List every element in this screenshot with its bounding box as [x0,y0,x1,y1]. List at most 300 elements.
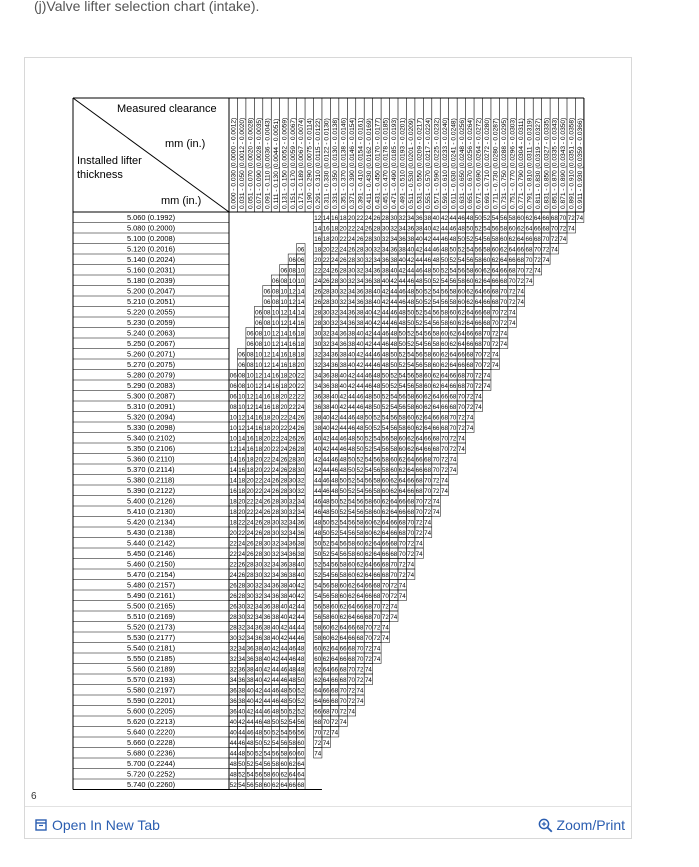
replacement-lifter-number: 74 [381,634,389,642]
replacement-lifter-number: 70 [449,414,457,422]
replacement-lifter-number: 46 [432,246,440,254]
replacement-lifter-number: 10 [238,393,246,401]
replacement-lifter-number: 38 [246,676,254,684]
replacement-lifter-number: 48 [339,456,347,464]
replacement-lifter-number: 66 [390,519,398,527]
replacement-lifter-number: 52 [280,718,288,726]
replacement-lifter-number: 06 [255,309,263,317]
replacement-lifter-number: 44 [297,624,305,632]
replacement-lifter-number: 32 [390,225,398,233]
clearance-column-header: 0.451 - 0.470 (0.0178 - 0.0185) [382,117,390,209]
replacement-lifter-number: 54 [348,498,355,506]
thickness-row-label: 5.430 (0.2138) [127,528,176,538]
replacement-lifter-number: 36 [272,582,279,590]
replacement-lifter-number: 66 [517,246,524,254]
replacement-lifter-number: 60 [474,267,482,275]
clearance-column-header: 0.391 - 0.410 (0.0154 - 0.0161) [357,117,365,209]
replacement-lifter-number: 48 [322,498,330,506]
replacement-lifter-number: 06 [297,246,305,254]
replacement-lifter-number: 64 [314,697,322,705]
replacement-lifter-number: 74 [339,718,347,726]
replacement-lifter-number: 44 [449,214,457,222]
replacement-lifter-number: 48 [398,309,406,317]
replacement-lifter-number: 20 [280,403,288,411]
replacement-lifter-number: 48 [381,361,389,369]
replacement-lifter-number: 36 [339,330,347,338]
replacement-lifter-number: 66 [508,256,516,264]
thickness-row-labels [127,213,175,789]
replacement-lifter-number: 40 [314,445,322,453]
replacement-lifter-number: 50 [314,540,322,548]
replacement-lifter-number: 26 [297,414,305,422]
replacement-lifter-number: 34 [348,298,355,306]
replacement-lifter-number: 74 [559,235,567,243]
replacement-lifter-number: 32 [238,634,246,642]
replacement-lifter-number: 74 [542,256,550,264]
replacement-lifter-number: 66 [491,277,499,285]
replacement-lifter-number: 34 [364,267,372,275]
pdf-viewer[interactable] [24,57,632,839]
replacement-lifter-number: 68 [407,508,415,516]
replacement-lifter-number: 38 [255,655,263,663]
replacement-lifter-number: 62 [407,435,415,443]
replacement-lifter-number: 48 [415,277,423,285]
replacement-lifter-number: 42 [364,340,372,348]
replacement-lifter-number: 70 [322,718,330,726]
replacement-lifter-number: 62 [432,372,440,380]
replacement-lifter-number: 34 [297,508,305,516]
clearance-column-header: 0.371 - 0.390 (0.0146 - 0.0154) [348,117,356,209]
replacement-lifter-number: 72 [424,498,432,506]
replacement-lifter-number: 70 [441,445,448,453]
replacement-lifter-number: 34 [288,519,296,527]
replacement-lifter-number: 38 [272,613,279,621]
replacement-lifter-number: 68 [474,330,482,338]
replacement-lifter-number: 70 [466,382,474,390]
replacement-lifter-number: 40 [331,393,339,401]
replacement-lifter-number: 72 [415,529,423,537]
replacement-lifter-number: 46 [348,414,355,422]
replacement-lifter-number: 22 [348,225,355,233]
thickness-row-label: 5.740 (0.2260) [127,780,176,790]
replacement-lifter-number: 64 [533,214,541,222]
replacement-lifter-number: 24 [322,267,330,275]
replacement-lifter-number: 68 [348,645,355,653]
replacement-lifter-number: 46 [297,634,305,642]
replacement-lifter-number: 74 [432,498,440,506]
replacement-lifter-number: 64 [449,361,457,369]
replacement-lifter-number: 56 [483,235,491,243]
replacement-lifter-number: 28 [263,519,271,527]
replacement-lifter-number: 62 [364,550,372,558]
replacement-lifter-number: 34 [322,361,330,369]
replacement-lifter-number: 68 [415,477,423,485]
replacement-lifter-number: 22 [322,256,330,264]
page-number: 6 [31,791,37,802]
replacement-lifter-number: 60 [339,582,347,590]
replacement-lifter-number: 64 [415,435,423,443]
replacement-lifter-number: 72 [381,613,389,621]
replacement-lifter-number: 74 [390,603,398,611]
replacement-lifter-number: 58 [407,403,415,411]
replacement-lifter-number: 48 [398,319,406,327]
replacement-lifter-number: 60 [322,624,330,632]
replacement-lifter-number: 22 [280,424,288,432]
zoom-print-button[interactable] [538,817,625,833]
clearance-column-header: 0.651 - 0.670 (0.0256 - 0.0264) [467,117,475,209]
replacement-lifter-number: 62 [373,529,381,537]
zoom-print-label: Zoom/Print [556,817,625,833]
replacement-lifter-number: 48 [297,645,305,653]
replacement-lifter-number: 62 [348,592,355,600]
replacement-lifter-number: 34 [314,372,322,380]
replacement-lifter-number: 58 [449,298,457,306]
replacement-lifter-number: 42 [407,256,415,264]
replacement-lifter-number: 44 [381,319,389,327]
replacement-lifter-number: 70 [491,319,499,327]
replacement-lifter-number: 32 [229,645,237,653]
replacement-lifter-number: 18 [229,508,237,516]
replacement-lifter-number: 26 [364,225,372,233]
replacement-lifter-number: 44 [288,634,296,642]
replacement-lifter-number: 40 [322,414,330,422]
replacement-lifter-number: 18 [246,466,254,474]
replacement-lifter-number: 44 [297,613,305,621]
thickness-row-label: 5.250 (0.2067) [127,339,176,349]
replacement-lifter-number: 62 [381,498,389,506]
replacement-lifter-number: 62 [331,624,339,632]
replacement-lifter-number: 30 [314,330,322,338]
replacement-lifter-number: 28 [255,550,263,558]
replacement-lifter-number: 42 [272,645,279,653]
replacement-lifter-number: 66 [390,529,398,537]
replacement-lifter-number: 42 [238,718,246,726]
replacement-lifter-number: 14 [255,403,263,411]
replacement-lifter-number: 40 [246,697,254,705]
replacement-lifter-number: 22 [297,382,305,390]
replacement-lifter-number: 54 [424,309,432,317]
replacement-lifter-number: 30 [322,309,330,317]
replacement-lifter-number: 56 [449,277,457,285]
replacement-lifter-number: 70 [356,655,364,663]
replacement-lifter-number: 72 [381,603,389,611]
replacement-lifter-number: 12 [246,403,254,411]
replacement-lifter-number: 14 [229,477,237,485]
replacement-lifter-number: 54 [474,235,482,243]
replacement-lifter-number: 24 [339,246,347,254]
replacement-lifter-number: 48 [288,666,296,674]
replacement-lifter-number: 68 [390,550,398,558]
clearance-column-header: 0.671 - 0.690 (0.0264 - 0.0272) [475,117,483,209]
replacement-lifter-number: 56 [398,403,406,411]
replacement-lifter-number: 08 [238,372,246,380]
clearance-column-header: 0.190 - 0.290 (0.0075 - 0.0114) [306,118,314,209]
replacement-lifter-number: 60 [457,288,465,296]
replacement-lifter-number: 64 [483,277,491,285]
replacement-lifter-number: 18 [297,340,305,348]
replacement-lifter-number: 30 [331,298,339,306]
replacement-lifter-number: 32 [381,235,389,243]
replacement-lifter-number: 56 [432,309,440,317]
replacement-lifter-number: 28 [364,235,372,243]
replacement-lifter-number: 54 [424,319,432,327]
replacement-lifter-number: 74 [474,393,482,401]
replacement-lifter-number: 72 [424,508,432,516]
replacement-lifter-number: 38 [339,351,347,359]
replacement-lifter-number: 18 [238,487,246,495]
replacement-lifter-number: 58 [491,235,499,243]
clearance-column-header: 0.851 - 0.870 (0.0335 - 0.0343) [551,117,559,209]
replacement-lifter-number: 72 [432,487,440,495]
replacement-lifter-number: 64 [424,424,432,432]
replacement-lifter-number: 18 [288,361,296,369]
replacement-lifter-number: 56 [297,718,305,726]
replacement-lifter-number: 48 [373,382,381,390]
replacement-lifter-number: 60 [339,592,347,600]
replacement-lifter-number: 60 [424,382,432,390]
replacement-lifter-number: 06 [263,298,271,306]
replacement-lifter-number: 52 [466,235,474,243]
replacement-lifter-number: 08 [263,309,271,317]
replacement-lifter-number: 50 [331,508,339,516]
replacement-lifter-number: 58 [390,445,398,453]
replacement-lifter-number: 10 [229,435,237,443]
replacement-lifter-number: 16 [272,372,279,380]
replacement-lifter-number: 62 [457,309,465,317]
replacement-lifter-number: 52 [314,571,322,579]
replacement-lifter-number: 50 [288,687,296,695]
replacement-lifter-number: 64 [407,466,415,474]
replacement-lifter-number: 72 [364,645,372,653]
replacement-lifter-number: 48 [331,487,339,495]
replacement-lifter-number: 68 [398,519,406,527]
replacement-lifter-number: 58 [280,750,288,758]
replacement-lifter-number: 26 [246,550,254,558]
replacement-lifter-number: 56 [390,424,398,432]
replacement-lifter-number: 40 [373,298,381,306]
replacement-lifter-number: 34 [381,246,389,254]
replacement-lifter-number: 66 [381,540,389,548]
replacement-lifter-number: 56 [457,267,465,275]
replacement-lifter-number: 60 [364,529,372,537]
replacement-lifter-number: 60 [348,561,355,569]
replacement-lifter-number: 36 [229,708,237,716]
replacement-lifter-number: 30 [229,634,237,642]
replacement-lifter-number: 38 [415,225,423,233]
replacement-lifter-number: 48 [255,729,263,737]
replacement-lifter-number: 20 [348,214,355,222]
replacement-lifter-number: 12 [272,330,279,338]
clearance-column-header: 0.891 - 0.910 (0.0351 - 0.0358) [568,117,576,209]
replacement-lifter-number: 54 [441,277,448,285]
replacement-lifter-number: 20 [280,393,288,401]
replacement-lifter-number: 40 [381,277,389,285]
replacement-lifter-number: 20 [238,498,246,506]
replacement-lifter-number: 72 [441,466,448,474]
replacement-lifter-number: 36 [364,277,372,285]
replacement-lifter-number: 40 [339,382,347,390]
replacement-lifter-number: 54 [415,340,423,348]
replacement-lifter-number: 28 [280,477,288,485]
replacement-lifter-number: 34 [255,613,263,621]
replacement-lifter-number: 42 [398,267,406,275]
replacement-lifter-number: 50 [381,372,389,380]
replacement-lifter-number: 70 [500,298,508,306]
replacement-lifter-number: 74 [533,267,541,275]
replacement-lifter-number: 70 [517,267,524,275]
replacement-lifter-number: 44 [339,424,347,432]
replacement-lifter-number: 40 [263,645,271,653]
replacement-lifter-number: 64 [364,561,372,569]
pdf-page [25,58,629,806]
replacement-lifter-number: 52 [348,487,355,495]
thickness-row-label: 5.640 (0.2220) [127,727,176,737]
replacement-lifter-number: 62 [474,277,482,285]
replacement-lifter-number: 48 [390,340,398,348]
thickness-row-label: 5.370 (0.2114) [127,465,175,475]
replacement-lifter-number: 48 [432,256,440,264]
replacement-lifter-number: 70 [364,634,372,642]
replacement-lifter-number: 14 [263,372,271,380]
replacement-lifter-number: 56 [381,445,389,453]
replacement-lifter-number: 52 [364,445,372,453]
replacement-lifter-number: 12 [255,382,263,390]
replacement-lifter-number: 10 [280,288,288,296]
replacement-lifter-number: 70 [474,361,482,369]
replacement-lifter-number: 64 [381,519,389,527]
replacement-lifter-number: 40 [238,708,246,716]
replacement-lifter-number: 42 [297,592,305,600]
replacement-lifter-number: 62 [491,256,499,264]
replacement-lifter-number: 36 [255,634,263,642]
replacement-lifter-number: 34 [407,214,415,222]
replacement-lifter-number: 52 [297,697,305,705]
replacement-lifter-number: 66 [373,571,381,579]
replacement-lifter-number: 24 [356,225,364,233]
thickness-row-label: 5.160 (0.2031) [127,265,176,275]
replacement-lifter-number: 32 [238,624,246,632]
replacement-lifter-number: 36 [407,225,415,233]
replacement-lifter-number: 16 [288,330,296,338]
replacement-lifter-number: 32 [348,277,355,285]
replacement-lifter-number: 66 [542,214,550,222]
replacement-lifter-number: 62 [288,760,296,768]
replacement-lifter-number: 14 [238,435,246,443]
replacement-lifter-number: 74 [457,445,465,453]
replacement-lifter-number: 30 [255,561,263,569]
replacement-lifter-number: 74 [491,351,499,359]
replacement-lifter-number: 56 [348,519,355,527]
replacement-lifter-number: 34 [390,235,398,243]
replacement-lifter-number: 08 [255,340,263,348]
replacement-lifter-number: 20 [272,424,279,432]
replacement-lifter-number: 06 [272,277,279,285]
thickness-row-label: 5.580 (0.2197) [127,685,176,695]
replacement-lifter-number: 72 [550,235,558,243]
replacement-lifter-number: 66 [381,550,389,558]
replacement-lifter-number: 46 [424,256,432,264]
open-in-new-tab-button[interactable] [35,817,160,833]
replacement-lifter-number: 64 [348,603,355,611]
replacement-lifter-number: 44 [322,466,330,474]
replacement-lifter-number: 74 [356,687,364,695]
replacement-lifter-number: 66 [457,351,465,359]
replacement-lifter-number: 32 [314,351,322,359]
replacement-lifter-number: 72 [364,655,372,663]
replacement-lifter-number: 10 [255,361,263,369]
replacement-lifter-number: 68 [424,466,432,474]
replacement-lifter-number: 56 [491,225,499,233]
replacement-lifter-number: 14 [280,340,288,348]
replacement-lifter-number: 60 [331,613,339,621]
replacement-lifter-number: 32 [255,592,263,600]
replacement-lifter-number: 30 [272,529,279,537]
replacement-lifter-number: 40 [229,718,237,726]
replacement-lifter-number: 46 [407,277,415,285]
replacement-lifter-number: 16 [331,214,339,222]
replacement-lifter-number: 46 [288,645,296,653]
thickness-row-label: 5.680 (0.2236) [127,748,176,758]
replacement-lifter-number: 68 [441,414,448,422]
replacement-lifter-number: 46 [263,708,271,716]
replacement-lifter-number: 46 [331,466,339,474]
replacement-lifter-number: 46 [322,477,330,485]
replacement-lifter-number: 62 [525,214,533,222]
replacement-lifter-number: 52 [373,424,381,432]
replacement-lifter-number: 42 [356,351,364,359]
replacement-lifter-number: 52 [255,750,263,758]
replacement-lifter-number: 52 [246,760,254,768]
replacement-lifter-number: 16 [246,445,254,453]
replacement-lifter-number: 42 [288,613,296,621]
replacement-lifter-number: 50 [263,729,271,737]
replacement-lifter-number: 58 [288,739,296,747]
clearance-column-header: 0.731 - 0.750 (0.0288 - 0.0295) [501,117,509,209]
replacement-lifter-number: 46 [364,382,372,390]
replacement-lifter-number: 36 [263,613,271,621]
replacement-lifter-number: 66 [483,288,491,296]
replacement-lifter-number: 58 [356,529,364,537]
replacement-lifter-number: 68 [398,529,406,537]
replacement-lifter-number: 40 [322,424,330,432]
replacement-lifter-number: 60 [314,645,322,653]
replacement-lifter-number: 22 [263,466,271,474]
replacement-lifter-number: 34 [331,330,339,338]
replacement-lifter-number: 48 [297,666,305,674]
replacement-lifter-number: 70 [356,645,364,653]
replacement-lifter-number: 44 [322,456,330,464]
replacement-lifter-number: 10 [246,372,254,380]
replacement-lifter-number: 08 [238,382,246,390]
clearance-column-header: 0.831 - 0.850 (0.0327 - 0.0335) [543,117,551,209]
replacement-lifter-number: 46 [449,225,457,233]
replacement-lifter-number: 52 [263,739,271,747]
replacement-lifter-number: 08 [280,277,288,285]
replacement-lifter-number: 08 [229,403,237,411]
replacement-lifter-number: 48 [229,771,237,779]
thickness-unit-label: mm (in.) [161,195,202,207]
thickness-row-label: 5.510 (0.2169) [127,612,176,622]
replacement-lifter-number: 44 [263,697,271,705]
replacement-lifter-number: 32 [272,550,279,558]
replacement-lifter-number: 64 [474,288,482,296]
clearance-column-header: 0.431 - 0.450 (0.0170 - 0.0177) [374,117,382,209]
replacement-lifter-number: 44 [339,414,347,422]
replacement-lifter-number: 60 [348,571,355,579]
replacement-lifter-number: 40 [339,372,347,380]
replacement-lifter-number: 52 [356,466,364,474]
replacement-lifter-number: 54 [288,718,296,726]
